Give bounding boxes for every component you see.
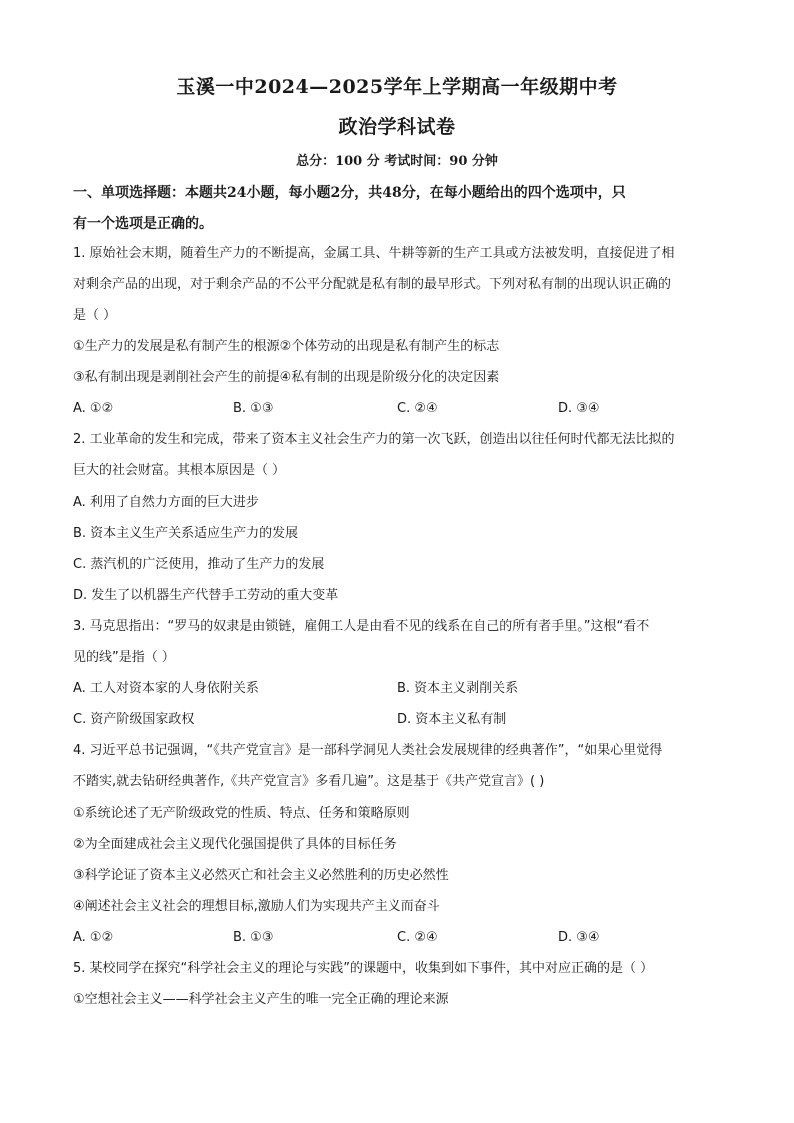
- question-5-stem: 5. 某校同学在探究“科学社会主义的理论与实践”的课题中，收集到如下事件，其中对应正确的是（ ）: [73, 961, 654, 976]
- question-1-option-b: B. ①③: [233, 401, 274, 416]
- question-4-statement: ③科学论证了资本主义必然灭亡和社会主义必然胜利的历史必然性: [73, 868, 449, 883]
- question-2-stem: 巨大的社会财富。其根本原因是（ ）: [73, 463, 286, 478]
- question-2-option-c: C. 蒸汽机的广泛使用，推动了生产力的发展: [73, 557, 325, 572]
- question-4-statement: ②为全面建成社会主义现代化强国提供了具体的目标任务: [73, 837, 397, 852]
- question-1-stem: 对剩余产品的出现，对于剩余产品的不公平分配就是私有制的最早形式。下列对私有制的出现认识正确的: [73, 277, 672, 292]
- exam-meta: 总分：100 分 考试时间：90 分钟: [296, 154, 498, 169]
- question-1-statement: ①生产力的发展是私有制产生的根源②个体劳动的出现是私有制产生的标志: [73, 339, 500, 354]
- question-4-statement: ④阐述社会主义社会的理想目标,激励人们为实现共产主义而奋斗: [73, 899, 440, 914]
- question-1-stem: 是（ ）: [73, 308, 117, 323]
- question-1-stem: 1. 原始社会末期，随着生产力的不断提高，金属工具、牛耕等新的生产工具或方法被发明，直接促进了相: [73, 246, 675, 261]
- question-5-statement: ①空想社会主义——科学社会主义产生的唯一完全正确的理论来源: [73, 992, 449, 1007]
- question-1-statement: ③私有制出现是剥削社会产生的前提④私有制的出现是阶级分化的决定因素: [73, 370, 500, 385]
- question-3-option-c: C. 资产阶级国家政权: [73, 712, 195, 727]
- section-heading-line: 有一个选项是正确的。: [73, 216, 213, 232]
- section-heading: [73, 178, 733, 240]
- question-3-option-a: A. 工人对资本家的人身依附关系: [73, 681, 259, 696]
- question-4-stem: 不踏实,就去钻研经典著作,《共产党宣言》多看几遍”。这是基于《共产党宣言》( ): [73, 774, 545, 789]
- question-2-option-a: A. 利用了自然力方面的巨大进步: [73, 495, 259, 510]
- question-2-stem: 2. 工业革命的发生和完成，带来了资本主义社会生产力的第一次飞跃，创造出以往任何时代都无法比拟的: [73, 432, 675, 447]
- exam-title: 玉溪一中2024—2025学年上学期高一年级期中考: [176, 76, 618, 98]
- question-1-option-a: A. ①②: [73, 401, 114, 416]
- question-3-option-d: D. 资本主义私有制: [397, 712, 507, 727]
- question-3-option-b: B. 资本主义剥削关系: [397, 681, 519, 696]
- question-4-option-c: C. ②④: [397, 930, 438, 945]
- question-4-option-d: D. ③④: [558, 930, 600, 945]
- question-4-statement: ①系统论述了无产阶级政党的性质、特点、任务和策略原则: [73, 806, 410, 821]
- question-4-stem: 4. 习近平总书记强调，“《共产党宣言》是一部科学洞见人类社会发展规律的经典著作”，“如果心里觉得: [73, 743, 663, 758]
- section-heading-line: 一、单项选择题：本题共24小题，每小题2分，共48分，在每小题给出的四个选项中，只: [73, 185, 626, 201]
- question-4-option-b: B. ①③: [233, 930, 274, 945]
- question-2-option-d: D. 发生了以机器生产代替手工劳动的重大变革: [73, 588, 339, 603]
- question-1-option-c: C. ②④: [397, 401, 438, 416]
- question-3-stem: 见的线”是指（ ）: [73, 650, 175, 665]
- question-3-stem: 3. 马克思指出：“罗马的奴隶是由锁链，雇佣工人是由看不见的线系在自己的所有者手里。”这根“看不: [73, 619, 650, 634]
- question-2-option-b: B. 资本主义生产关系适应生产力的发展: [73, 526, 299, 541]
- question-1-option-d: D. ③④: [558, 401, 600, 416]
- question-4-option-a: A. ①②: [73, 930, 114, 945]
- exam-subject: 政治学科试卷: [338, 116, 456, 138]
